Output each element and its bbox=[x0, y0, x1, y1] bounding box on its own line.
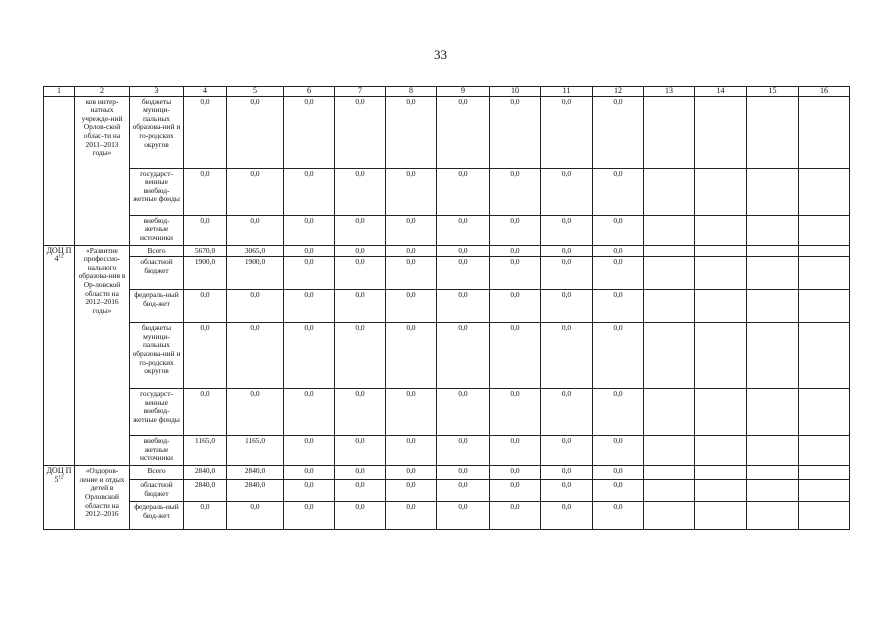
amount-cell: 0,0 bbox=[386, 168, 437, 215]
amount-cell: 0,0 bbox=[335, 502, 386, 530]
empty-cell bbox=[695, 257, 747, 290]
empty-cell bbox=[695, 436, 747, 466]
column-header: 13 bbox=[644, 87, 695, 97]
empty-cell bbox=[644, 96, 695, 168]
column-header: 7 bbox=[335, 87, 386, 97]
empty-cell bbox=[799, 215, 850, 245]
column-header: 12 bbox=[593, 87, 644, 97]
amount-cell: 1900,0 bbox=[227, 257, 284, 290]
amount-cell: 0,0 bbox=[593, 502, 644, 530]
empty-cell bbox=[644, 257, 695, 290]
empty-cell bbox=[644, 389, 695, 436]
column-header: 3 bbox=[130, 87, 184, 97]
empty-cell bbox=[747, 257, 799, 290]
empty-cell bbox=[747, 168, 799, 215]
page-number: 33 bbox=[434, 47, 447, 62]
amount-cell: 0,0 bbox=[386, 290, 437, 323]
table-row bbox=[44, 257, 850, 290]
empty-cell bbox=[799, 257, 850, 290]
amount-cell: 2840,0 bbox=[227, 466, 284, 480]
empty-cell bbox=[644, 466, 695, 480]
budget-table bbox=[43, 86, 850, 530]
amount-cell: 0,0 bbox=[335, 215, 386, 245]
amount-cell: 0,0 bbox=[335, 257, 386, 290]
amount-cell: 0,0 bbox=[490, 466, 541, 480]
empty-cell bbox=[747, 290, 799, 323]
amount-cell: 0,0 bbox=[184, 323, 227, 389]
amount-cell: 0,0 bbox=[227, 215, 284, 245]
funding-source: областной бюджет bbox=[130, 480, 184, 502]
program-code-cell bbox=[44, 96, 75, 245]
table-row bbox=[44, 290, 850, 323]
amount-cell: 1900,0 bbox=[184, 257, 227, 290]
program-code-cell bbox=[44, 245, 75, 466]
amount-cell: 0,0 bbox=[490, 257, 541, 290]
empty-cell bbox=[747, 323, 799, 389]
funding-source: Всего bbox=[130, 466, 184, 480]
column-header: 2 bbox=[75, 87, 130, 97]
amount-cell: 0,0 bbox=[284, 215, 335, 245]
amount-cell: 0,0 bbox=[335, 480, 386, 502]
empty-cell bbox=[799, 480, 850, 502]
amount-cell: 0,0 bbox=[335, 168, 386, 215]
table-row bbox=[44, 436, 850, 466]
amount-cell: 0,0 bbox=[284, 466, 335, 480]
program-code-footnote: 12 bbox=[58, 254, 64, 260]
table-row bbox=[44, 215, 850, 245]
empty-cell bbox=[747, 436, 799, 466]
empty-cell bbox=[644, 168, 695, 215]
amount-cell: 0,0 bbox=[184, 389, 227, 436]
amount-cell: 0,0 bbox=[593, 245, 644, 257]
column-header: 15 bbox=[747, 87, 799, 97]
amount-cell: 0,0 bbox=[386, 480, 437, 502]
table-row bbox=[44, 96, 850, 168]
amount-cell: 0,0 bbox=[284, 323, 335, 389]
amount-cell: 0,0 bbox=[541, 502, 593, 530]
empty-cell bbox=[799, 466, 850, 480]
empty-cell bbox=[644, 245, 695, 257]
amount-cell: 0,0 bbox=[386, 502, 437, 530]
amount-cell: 2840,0 bbox=[184, 480, 227, 502]
amount-cell: 0,0 bbox=[184, 96, 227, 168]
empty-cell bbox=[695, 168, 747, 215]
amount-cell: 0,0 bbox=[593, 96, 644, 168]
amount-cell: 3065,0 bbox=[227, 245, 284, 257]
program-name: «Развитие профессио-нального образова-ния в Ор-ловской области на 2012–2016 годы» bbox=[75, 245, 130, 466]
funding-source: Всего bbox=[130, 245, 184, 257]
empty-cell bbox=[799, 245, 850, 257]
amount-cell: 0,0 bbox=[437, 257, 490, 290]
amount-cell: 0,0 bbox=[490, 480, 541, 502]
amount-cell: 0,0 bbox=[335, 436, 386, 466]
amount-cell: 0,0 bbox=[227, 96, 284, 168]
empty-cell bbox=[799, 389, 850, 436]
amount-cell: 0,0 bbox=[437, 245, 490, 257]
amount-cell: 0,0 bbox=[227, 389, 284, 436]
amount-cell: 0,0 bbox=[541, 215, 593, 245]
empty-cell bbox=[747, 245, 799, 257]
table-row bbox=[44, 466, 850, 480]
funding-source: внебюд-жетные источники bbox=[130, 436, 184, 466]
empty-cell bbox=[799, 436, 850, 466]
amount-cell: 2840,0 bbox=[227, 480, 284, 502]
table-row bbox=[44, 245, 850, 257]
column-header: 10 bbox=[490, 87, 541, 97]
amount-cell: 0,0 bbox=[284, 96, 335, 168]
column-header: 6 bbox=[284, 87, 335, 97]
table-row bbox=[44, 323, 850, 389]
amount-cell: 0,0 bbox=[593, 257, 644, 290]
empty-cell bbox=[695, 290, 747, 323]
amount-cell: 0,0 bbox=[593, 389, 644, 436]
column-header: 11 bbox=[541, 87, 593, 97]
amount-cell: 0,0 bbox=[437, 290, 490, 323]
amount-cell: 0,0 bbox=[541, 480, 593, 502]
amount-cell: 0,0 bbox=[593, 323, 644, 389]
amount-cell: 2840,0 bbox=[184, 466, 227, 480]
amount-cell: 0,0 bbox=[541, 436, 593, 466]
amount-cell: 0,0 bbox=[284, 168, 335, 215]
empty-cell bbox=[695, 389, 747, 436]
amount-cell: 0,0 bbox=[541, 466, 593, 480]
amount-cell: 0,0 bbox=[541, 245, 593, 257]
column-header: 4 bbox=[184, 87, 227, 97]
funding-source: федераль-ный бюд-жет bbox=[130, 290, 184, 323]
amount-cell: 0,0 bbox=[284, 290, 335, 323]
empty-cell bbox=[644, 215, 695, 245]
amount-cell: 0,0 bbox=[184, 502, 227, 530]
funding-source: бюджеты муници-пальных образова-ний и го-родских округов bbox=[130, 323, 184, 389]
amount-cell: 0,0 bbox=[490, 96, 541, 168]
amount-cell: 0,0 bbox=[335, 389, 386, 436]
amount-cell: 0,0 bbox=[437, 389, 490, 436]
amount-cell: 5670,0 bbox=[184, 245, 227, 257]
empty-cell bbox=[695, 96, 747, 168]
table-row bbox=[44, 502, 850, 530]
empty-cell bbox=[799, 290, 850, 323]
amount-cell: 0,0 bbox=[386, 389, 437, 436]
amount-cell: 0,0 bbox=[541, 168, 593, 215]
amount-cell: 0,0 bbox=[541, 290, 593, 323]
amount-cell: 0,0 bbox=[227, 168, 284, 215]
amount-cell: 0,0 bbox=[437, 168, 490, 215]
empty-cell bbox=[644, 502, 695, 530]
amount-cell: 0,0 bbox=[437, 436, 490, 466]
funding-source: государст-венные внебюд-жетные фонды bbox=[130, 389, 184, 436]
amount-cell: 0,0 bbox=[541, 323, 593, 389]
funding-source: государст-венные внебюд-жетные фонды bbox=[130, 168, 184, 215]
funding-source: областной бюджет bbox=[130, 257, 184, 290]
empty-cell bbox=[747, 215, 799, 245]
amount-cell: 0,0 bbox=[227, 290, 284, 323]
empty-cell bbox=[747, 466, 799, 480]
empty-cell bbox=[747, 480, 799, 502]
amount-cell: 0,0 bbox=[335, 245, 386, 257]
amount-cell: 0,0 bbox=[437, 480, 490, 502]
amount-cell: 0,0 bbox=[227, 323, 284, 389]
amount-cell: 0,0 bbox=[284, 436, 335, 466]
empty-cell bbox=[747, 502, 799, 530]
empty-cell bbox=[799, 502, 850, 530]
column-header: 16 bbox=[799, 87, 850, 97]
empty-cell bbox=[644, 323, 695, 389]
amount-cell: 0,0 bbox=[284, 480, 335, 502]
amount-cell: 0,0 bbox=[386, 257, 437, 290]
table-row bbox=[44, 480, 850, 502]
column-header: 5 bbox=[227, 87, 284, 97]
funding-source: бюджеты муници-пальных образова-ний и го-родских округов bbox=[130, 96, 184, 168]
amount-cell: 0,0 bbox=[386, 466, 437, 480]
amount-cell: 0,0 bbox=[541, 257, 593, 290]
empty-cell bbox=[695, 480, 747, 502]
amount-cell: 0,0 bbox=[184, 215, 227, 245]
funding-source: федераль-ный бюд-жет bbox=[130, 502, 184, 530]
empty-cell bbox=[644, 436, 695, 466]
amount-cell: 0,0 bbox=[593, 466, 644, 480]
amount-cell: 0,0 bbox=[541, 389, 593, 436]
amount-cell: 0,0 bbox=[437, 96, 490, 168]
amount-cell: 0,0 bbox=[437, 466, 490, 480]
amount-cell: 0,0 bbox=[386, 436, 437, 466]
amount-cell: 0,0 bbox=[284, 389, 335, 436]
column-header: 9 bbox=[437, 87, 490, 97]
amount-cell: 0,0 bbox=[593, 436, 644, 466]
table-row bbox=[44, 389, 850, 436]
program-code: ДОЦ П 5 bbox=[46, 466, 72, 484]
amount-cell: 1165,0 bbox=[184, 436, 227, 466]
program-name: ков интер-натных учрежде-ний Орлов-ской облас-ти на 2011–2013 годы» bbox=[75, 96, 130, 245]
empty-cell bbox=[747, 96, 799, 168]
column-header: 14 bbox=[695, 87, 747, 97]
amount-cell: 0,0 bbox=[437, 215, 490, 245]
amount-cell: 0,0 bbox=[284, 245, 335, 257]
empty-cell bbox=[695, 323, 747, 389]
amount-cell: 0,0 bbox=[541, 96, 593, 168]
column-header: 8 bbox=[386, 87, 437, 97]
amount-cell: 0,0 bbox=[490, 168, 541, 215]
amount-cell: 0,0 bbox=[184, 290, 227, 323]
amount-cell: 0,0 bbox=[437, 502, 490, 530]
amount-cell: 0,0 bbox=[335, 290, 386, 323]
empty-cell bbox=[644, 290, 695, 323]
amount-cell: 0,0 bbox=[593, 168, 644, 215]
amount-cell: 0,0 bbox=[593, 215, 644, 245]
empty-cell bbox=[747, 389, 799, 436]
program-code-footnote: 12 bbox=[58, 475, 64, 481]
amount-cell: 0,0 bbox=[490, 290, 541, 323]
amount-cell: 0,0 bbox=[490, 323, 541, 389]
column-header: 1 bbox=[44, 87, 75, 97]
amount-cell: 0,0 bbox=[490, 502, 541, 530]
empty-cell bbox=[799, 96, 850, 168]
amount-cell: 0,0 bbox=[335, 323, 386, 389]
amount-cell: 0,0 bbox=[490, 215, 541, 245]
empty-cell bbox=[644, 480, 695, 502]
table-row bbox=[44, 168, 850, 215]
amount-cell: 0,0 bbox=[386, 96, 437, 168]
empty-cell bbox=[799, 323, 850, 389]
empty-cell bbox=[695, 215, 747, 245]
amount-cell: 0,0 bbox=[284, 502, 335, 530]
amount-cell: 1165,0 bbox=[227, 436, 284, 466]
funding-source: внебюд-жетные источники bbox=[130, 215, 184, 245]
amount-cell: 0,0 bbox=[593, 290, 644, 323]
amount-cell: 0,0 bbox=[184, 168, 227, 215]
amount-cell: 0,0 bbox=[335, 466, 386, 480]
amount-cell: 0,0 bbox=[386, 323, 437, 389]
amount-cell: 0,0 bbox=[386, 215, 437, 245]
amount-cell: 0,0 bbox=[386, 245, 437, 257]
amount-cell: 0,0 bbox=[490, 389, 541, 436]
amount-cell: 0,0 bbox=[490, 436, 541, 466]
amount-cell: 0,0 bbox=[437, 323, 490, 389]
program-name: «Оздоров-ление и отдых детей в Орловской области на 2012–2016 bbox=[75, 466, 130, 530]
amount-cell: 0,0 bbox=[490, 245, 541, 257]
empty-cell bbox=[695, 466, 747, 480]
amount-cell: 0,0 bbox=[593, 480, 644, 502]
amount-cell: 0,0 bbox=[227, 502, 284, 530]
column-header-row bbox=[44, 87, 850, 97]
empty-cell bbox=[799, 168, 850, 215]
empty-cell bbox=[695, 502, 747, 530]
amount-cell: 0,0 bbox=[335, 96, 386, 168]
program-code: ДОЦ П 4 bbox=[46, 245, 72, 264]
program-code-cell bbox=[44, 466, 75, 530]
empty-cell bbox=[695, 245, 747, 257]
amount-cell: 0,0 bbox=[284, 257, 335, 290]
